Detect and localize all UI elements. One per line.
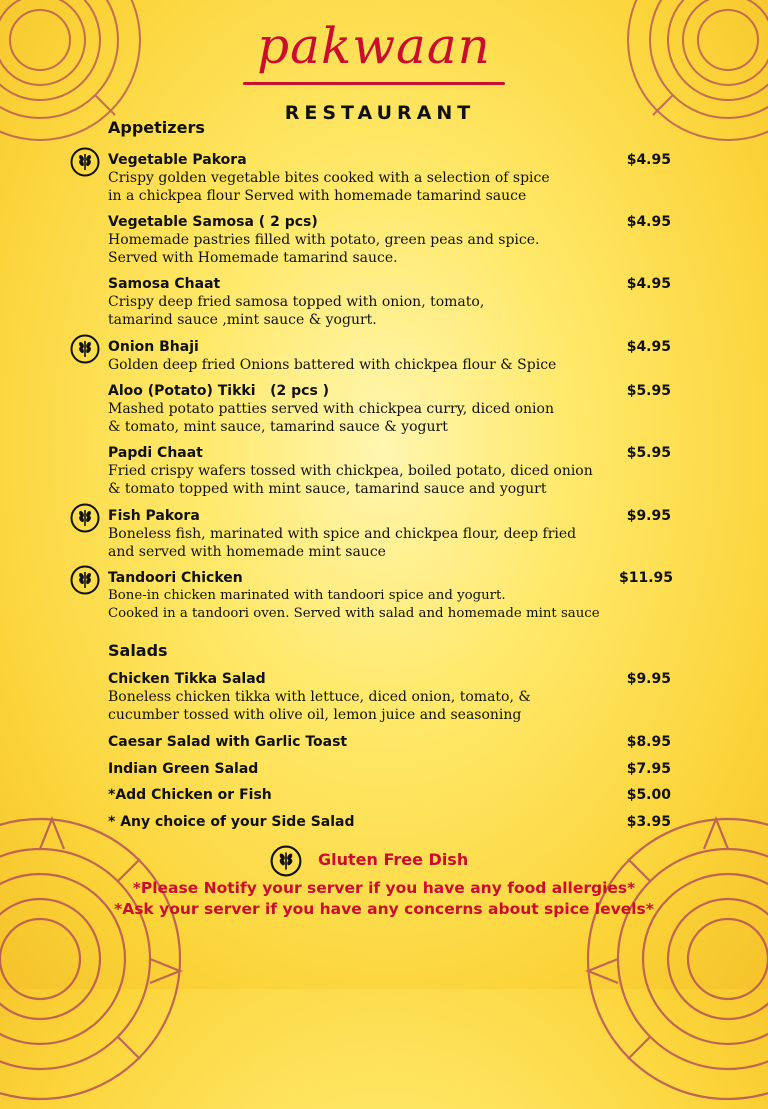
item-price: $9.95	[626, 671, 671, 687]
item-name: Chicken Tikka Salad	[108, 671, 266, 687]
item-description: Boneless fish, marinated with spice and chickpea flour, deep fried and served with homemade mint sauce	[108, 526, 577, 560]
item-price: $4.95	[626, 214, 671, 230]
item-name: Samosa Chaat	[108, 276, 221, 292]
item-name: Papdi Chaat	[108, 445, 203, 461]
menu-item	[108, 760, 688, 778]
menu-item	[108, 151, 688, 205]
mandala-corner-bottom-right	[578, 809, 768, 1109]
item-description: Fried crispy wafers tossed with chickpea, boiled potato, diced onion & tomato topped with mint sauce, tamarind sauce and yogurt	[108, 463, 593, 497]
item-price: $7.95	[626, 761, 671, 777]
item-price: $3.95	[626, 814, 671, 830]
menu-item	[108, 733, 688, 751]
menu-item	[108, 444, 688, 498]
item-name: Indian Green Salad	[108, 761, 259, 777]
wheat-icon	[70, 565, 100, 595]
menu-item	[108, 569, 698, 623]
gluten-free-label: Gluten Free Dish	[318, 850, 469, 869]
item-name: Vegetable Pakora	[108, 152, 247, 168]
item-price: $4.95	[626, 339, 671, 355]
item-price: $11.95	[618, 570, 673, 586]
item-price: $5.95	[626, 445, 671, 461]
mandala-corner-top-right	[618, 0, 768, 150]
item-description: Homemade pastries filled with potato, green peas and spice. Served with Homemade tamarind sauce.	[108, 232, 540, 266]
item-name: *Add Chicken or Fish	[108, 787, 272, 803]
menu-item	[108, 338, 688, 374]
restaurant-logo	[241, 16, 507, 124]
menu-item	[108, 786, 688, 804]
menu-item	[108, 382, 688, 436]
logo-underline	[243, 82, 505, 85]
item-description: Mashed potato patties served with chickpea curry, diced onion & tomato, mint sauce, tamarind sauce & yogurt	[108, 401, 554, 435]
item-description: Crispy deep fried samosa topped with onion, tomato, tamarind sauce ,mint sauce & yogurt.	[108, 294, 485, 328]
menu-item	[108, 507, 688, 561]
item-price: $4.95	[626, 276, 671, 292]
allergy-notice: *Please Notify your server if you have any food allergies*	[132, 879, 636, 897]
item-name: Aloo (Potato) Tikki (2 pcs )	[108, 383, 330, 399]
wheat-icon	[270, 845, 302, 877]
spice-notice: *Ask your server if you have any concerns about spice levels*	[114, 900, 654, 918]
logo-subtitle: RESTAURANT	[284, 102, 476, 124]
logo-name: pakwaan	[257, 17, 491, 75]
item-name: Fish Pakora	[108, 508, 200, 524]
wheat-icon	[70, 503, 100, 533]
menu-item	[108, 275, 688, 329]
wheat-icon	[70, 147, 100, 177]
item-name: * Any choice of your Side Salad	[108, 814, 355, 830]
item-name: Vegetable Samosa ( 2 pcs)	[108, 214, 318, 230]
item-description: Boneless chicken tikka with lettuce, diced onion, tomato, & cucumber tossed with olive oil, lemon juice and seasoning	[108, 689, 531, 723]
item-price: $8.95	[626, 734, 671, 750]
item-price: $4.95	[626, 152, 671, 168]
item-name: Onion Bhaji	[108, 339, 199, 355]
item-price: $5.95	[626, 383, 671, 399]
section-title-salads: Salads	[108, 641, 168, 660]
menu-item	[108, 670, 688, 724]
item-description: Crispy golden vegetable bites cooked with a selection of spice in a chickpea flour Served with homemade tamarind sauce	[108, 170, 550, 204]
item-name: Caesar Salad with Garlic Toast	[108, 734, 348, 750]
menu-item	[108, 813, 688, 831]
wheat-icon	[70, 334, 100, 364]
item-name: Tandoori Chicken	[108, 570, 243, 586]
item-price: $5.00	[626, 787, 671, 803]
item-description: Golden deep fried Onions battered with chickpea flour & Spice	[108, 357, 557, 373]
item-description: Bone-in chicken marinated with tandoori spice and yogurt. Cooked in a tandoori oven. Served with salad and homemade mint sauce	[108, 588, 600, 621]
item-price: $9.95	[626, 508, 671, 524]
section-title-appetizers: Appetizers	[108, 118, 205, 137]
menu-item	[108, 213, 688, 267]
mandala-corner-bottom-left	[0, 809, 190, 1109]
